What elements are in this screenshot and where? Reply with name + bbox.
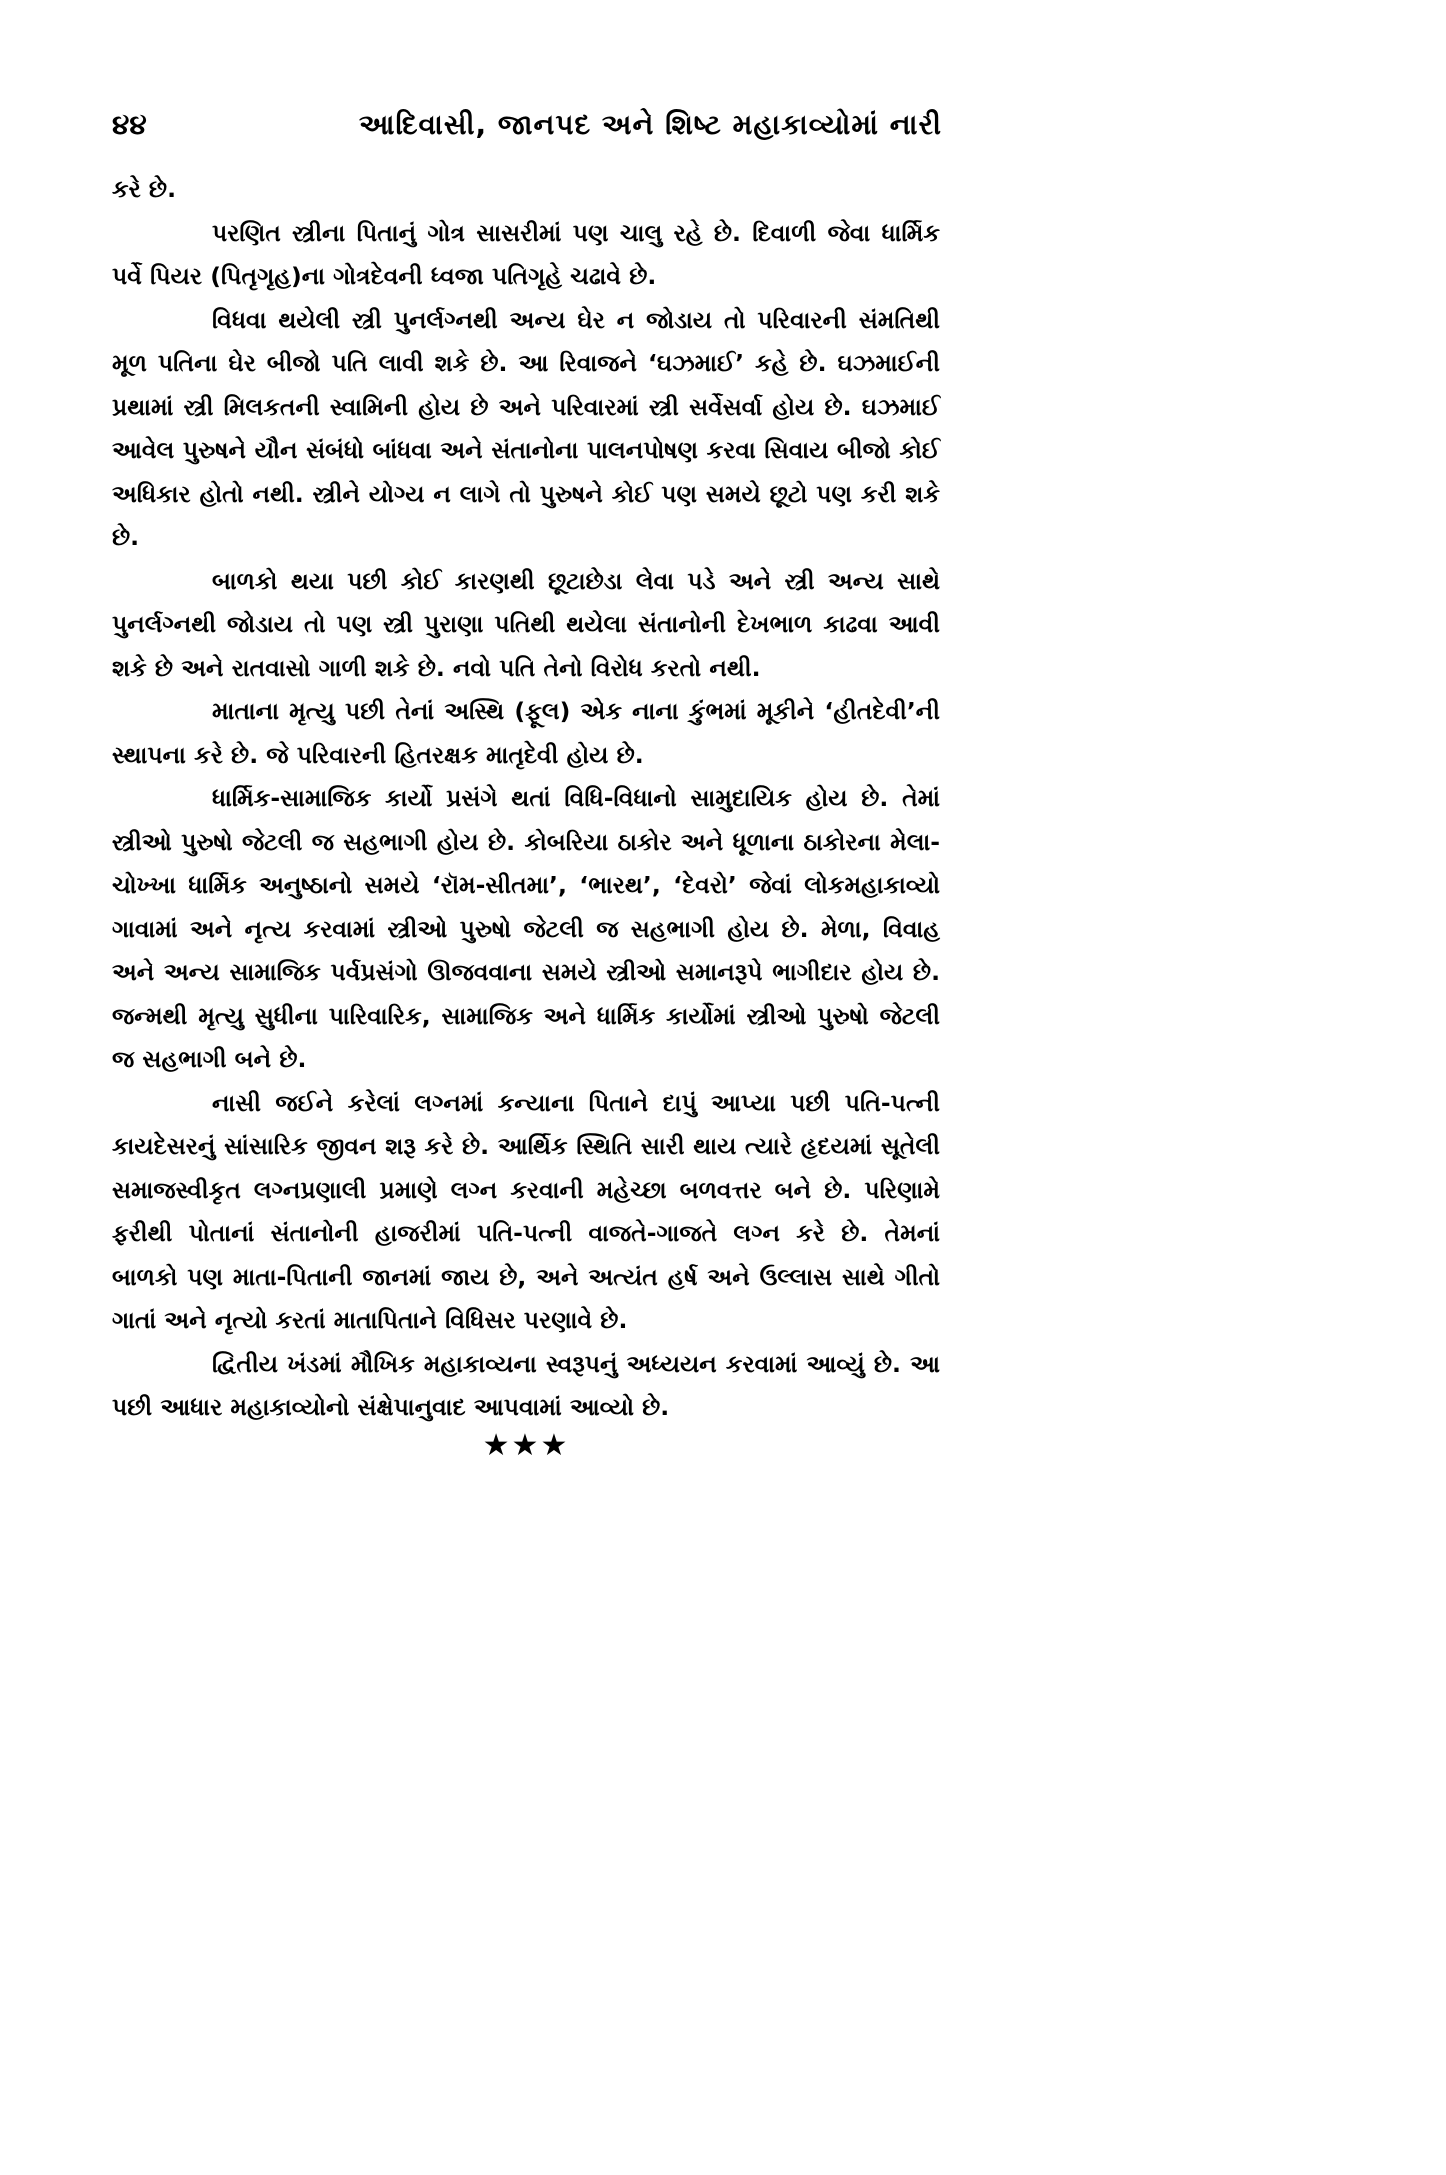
paragraph: માતાના મૃત્યુ પછી તેનાં અસ્થિ (ફૂલ) એક નાના કુંભમાં મૂકીને ‘હીતદેવી’ની સ્થાપના કરે છે. જે પરિવારની હિતરક્ષક માતૃદેવી હોય છે. [112,697,940,769]
section-end-stars: ★★★ [482,1428,570,1463]
page-number: ૪૪ [112,108,147,141]
paragraph: બાળકો થયા પછી કોઈ કારણથી છૂટાછેડા લેવા પડે અને સ્ત્રી અન્ય સાથે પુનર્લગ્નથી જોડાય તો પણ સ્ત્રી પુરાણા પતિથી થયેલા સંતાનોની દેખભાળ કાઢવા આવી શકે છે અને રાતવાસો ગાળી શકે છે. નવો પતિ તેનો વિરોધ કરતો નથી. [112,566,940,682]
paragraph: દ્વિતીય ખંડમાં મૌખિક મહાકાવ્યના સ્વરૂપનું અધ્યયન કરવામાં આવ્યું છે. આ પછી આધાર મહાકાવ્યોનો સંક્ષેપાનુવાદ આપવામાં આવ્યો છે. [112,1349,940,1421]
paragraph: પરણિત સ્ત્રીના પિતાનું ગોત્ર સાસરીમાં પણ ચાલુ રહે છે. દિવાળી જેવા ધાર્મિક પર્વે પિયર (પિતૃગૃહ)ના ગોત્રદેવની ધ્વજા પતિગૃહે ચઢાવે છે. [112,218,940,290]
running-head: આદિવાસી, જાનપદ અને શિષ્ટ મહાકાવ્યોમાં નારી [358,108,942,141]
body-text [112,168,940,1430]
paragraph: ધાર્મિક-સામાજિક કાર્યો પ્રસંગે થતાં વિધિ-વિધાનો સામુદાયિક હોય છે. તેમાં સ્ત્રીઓ પુરુષો જેટલી જ સહભાગી હોય છે. કોબરિયા ઠાકોર અને ધૂળાના ઠાકોરના મેલા-ચોખ્ખા ધાર્મિક અનુષ્ઠાનો સમયે ‘રૉમ-સીતમા’, ‘ભારથ’, ‘દેવરો’ જેવાં લોકમહાકાવ્યો ગાવામાં અને નૃત્ય કરવામાં સ્ત્રીઓ પુરુષો જેટલી જ સહભાગી હોય છે. મેળા, વિવાહ અને અન્ય સામાજિક પર્વપ્રસંગો ઊજવવાના સમયે સ્ત્રીઓ સમાનરૂપે ભાગીદાર હોય છે. જન્મથી મૃત્યુ સુધીના પારિવારિક, સામાજિક અને ધાર્મિક કાર્યોમાં સ્ત્રીઓ પુરુષો જેટલી જ સહભાગી બને છે. [112,784,940,1073]
paragraph: નાસી જઈને કરેલાં લગ્નમાં કન્યાના પિતાને દાપું આપ્યા પછી પતિ-પત્ની કાયદેસરનું સાંસારિક જીવન શરૂ કરે છે. આર્થિક સ્થિતિ સારી થાય ત્યારે હૃદયમાં સૂતેલી સમાજસ્વીકૃત લગ્નપ્રણાલી પ્રમાણે લગ્ન કરવાની મહેચ્છા બળવત્તર બને છે. પરિણામે ફરીથી પોતાનાં સંતાનોની હાજરીમાં પતિ-પત્ની વાજતે-ગાજતે લગ્ન કરે છે. તેમનાં બાળકો પણ માતા-પિતાની જાનમાં જાય છે, અને અત્યંત હર્ષ અને ઉલ્લાસ સાથે ગીતો ગાતાં અને નૃત્યો કરતાં માતાપિતાને વિધિસર પરણાવે છે. [112,1088,940,1334]
paragraph-continuation: કરે છે. [112,175,177,203]
paragraph: વિધવા થયેલી સ્ત્રી પુનર્લગ્નથી અન્ય ઘેર ન જોડાય તો પરિવારની સંમતિથી મૂળ પતિના ઘેર બીજો પતિ લાવી શકે છે. આ રિવાજને ‘ઘઝમાઈ’ કહે છે. ઘઝમાઈની પ્રથામાં સ્ત્રી મિલકતની સ્વામિની હોય છે અને પરિવારમાં સ્ત્રી સર્વેસર્વા હોય છે. ઘઝમાઈ આવેલ પુરુષને યૌન સંબંધો બાંધવા અને સંતાનોના પાલનપોષણ કરવા સિવાય બીજો કોઈ અધિકાર હોતો નથી. સ્ત્રીને યોગ્ય ન લાગે તો પુરુષને કોઈ પણ સમયે છૂટો પણ કરી શકે છે. [112,305,940,551]
